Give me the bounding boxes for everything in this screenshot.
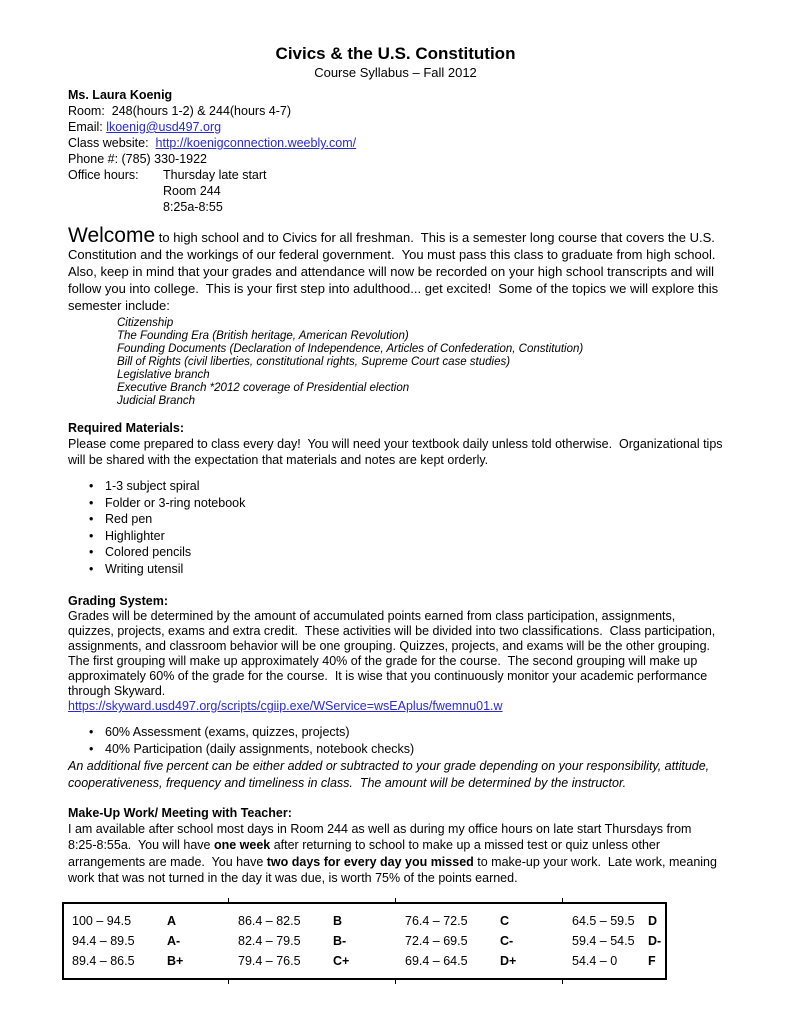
grade-scale-table <box>62 902 667 980</box>
grade-cell <box>230 911 397 931</box>
grade-range: 94.4 – 89.5 <box>72 934 135 949</box>
grade-range: 72.4 – 69.5 <box>405 934 468 949</box>
room-line: Room: 248(hours 1-2) & 244(hours 4-7) <box>68 104 292 118</box>
material-item: • Highlighter <box>68 528 723 545</box>
welcome-body: to high school and to Civics for all freshman. This is a semester long course that covers the U.S. Constitution and the workings of our federal government. You must pass this class to graduate from high school. Also, keep in mind that your grades and attendance will now be recorded on your high school transcripts and will follow you into college. This is your first step into adulthood... get excited! Some of the topics we will explore this semester include: <box>68 230 722 313</box>
material-item: • Colored pencils <box>68 544 723 561</box>
grade-cell <box>64 931 230 951</box>
page-subtitle: Course Syllabus – Fall 2012 <box>314 65 477 80</box>
grade-letter: A- <box>167 934 181 949</box>
grade-letter: D+ <box>500 954 517 969</box>
office-hours-line: 8:25a-8:55 <box>163 200 223 214</box>
grade-letter: C <box>500 914 510 929</box>
makeup-text: after returning to school to make up a missed test or quiz unless other arrangements are made. You have <box>68 838 664 869</box>
grade-cell <box>230 931 397 951</box>
grade-cell <box>564 911 665 931</box>
tick-mark <box>562 980 563 984</box>
materials-heading: Required Materials: <box>68 421 185 435</box>
topic-item: Legislative branch <box>117 369 210 381</box>
grade-range: 79.4 – 76.5 <box>238 954 301 969</box>
grade-letter: C- <box>500 934 514 949</box>
grade-cell <box>564 951 665 971</box>
topic-item: Citizenship <box>117 317 174 329</box>
grade-range: 64.5 – 59.5 <box>572 914 635 929</box>
grade-letter: F <box>648 954 656 969</box>
makeup-heading: Make-Up Work/ Meeting with Teacher: <box>68 806 292 820</box>
material-item: • 1-3 subject spiral <box>68 478 723 495</box>
grade-cell <box>397 931 564 951</box>
office-hours-label: Office hours: <box>68 168 139 182</box>
website-label: Class website: <box>68 136 156 150</box>
phone-line: Phone #: (785) 330-1922 <box>68 152 207 166</box>
grade-cell <box>230 951 397 971</box>
email-line <box>68 119 723 135</box>
topics-list <box>117 317 723 408</box>
material-item: • Folder or 3-ring notebook <box>68 495 723 512</box>
grading-heading: Grading System: <box>68 594 169 608</box>
makeup-paragraph <box>68 821 723 886</box>
grading-paragraph: Grades will be determined by the amount of accumulated points earned from class participation, assignments, quizzes, projects, exams and extra credit. These activities will be divided into two classifications. Class participation, assignments, and classroom behavior will be one grouping. Quizzes, projects, and exams will be the other grouping. The first grouping will make up approximately 40% of the grade for the course. The second grouping will make up approximately 60% of the grade for the course. It is wise that you continuously monitor your academic performance through Skyward. <box>68 609 719 698</box>
materials-list <box>68 478 723 577</box>
grade-range: 76.4 – 72.5 <box>405 914 468 929</box>
material-item: • Red pen <box>68 511 723 528</box>
material-item: • Writing utensil <box>68 561 723 578</box>
makeup-bold-two-days: two days for every day you missed <box>266 854 474 869</box>
tick-mark <box>395 898 396 902</box>
grading-note: An additional five percent can be either added or subtracted to your grade depending on your responsibility, attitude, cooperativeness, frequency and timeliness in class. The amount will be determined by the instructor. <box>68 759 713 790</box>
skyward-link[interactable]: https://skyward.usd497.org/scripts/cgiip.exe/WService=wsEAplus/fwemnu01.w <box>68 699 503 713</box>
makeup-bold-one-week: one week <box>213 838 271 853</box>
grade-cell <box>564 931 665 951</box>
tick-mark <box>562 898 563 902</box>
grade-letter: B- <box>333 934 347 949</box>
page-title: Civics & the U.S. Constitution <box>275 44 516 63</box>
topic-item: Bill of Rights (civil liberties, constitutional rights, Supreme Court case studies) <box>117 356 511 368</box>
grade-cell <box>64 951 230 971</box>
grade-split-item: • 40% Participation (daily assignments, notebook checks) <box>68 741 723 758</box>
grade-cell <box>397 911 564 931</box>
tick-mark <box>228 980 229 984</box>
topic-item: The Founding Era (British heritage, American Revolution) <box>117 330 409 342</box>
skyward-link-line <box>68 699 723 714</box>
grade-range: 100 – 94.5 <box>72 914 132 929</box>
grade-range: 59.4 – 54.5 <box>572 934 635 949</box>
grade-letter: D- <box>648 934 662 949</box>
grade-range: 54.4 – 0 <box>572 954 618 969</box>
grade-letter: C+ <box>333 954 350 969</box>
office-hours-block <box>68 167 723 215</box>
welcome-lead: Welcome <box>68 224 156 247</box>
email-link[interactable]: lkoenig@usd497.org <box>106 120 222 134</box>
grade-range: 89.4 – 86.5 <box>72 954 135 969</box>
grade-letter: D <box>648 914 658 929</box>
grade-cell <box>64 911 230 931</box>
contact-block <box>68 87 723 215</box>
grade-cell <box>397 951 564 971</box>
grade-letter: B+ <box>167 954 184 969</box>
office-hours-line: Room 244 <box>163 184 221 198</box>
welcome-paragraph <box>68 224 723 314</box>
grade-letter: A <box>167 914 177 929</box>
office-hours-line: Thursday late start <box>163 168 267 182</box>
grade-range: 69.4 – 64.5 <box>405 954 468 969</box>
materials-intro: Please come prepared to class every day! You will need your textbook daily unless told otherwise. Organizational tips will be shared with the expectation that materials and notes are kept orderly. <box>68 437 727 467</box>
email-label: Email: <box>68 120 107 134</box>
tick-mark <box>228 898 229 902</box>
website-line <box>68 135 723 151</box>
topic-item: Executive Branch *2012 coverage of Presidential election <box>117 382 410 394</box>
makeup-text: I am available after school most days in Room 244 as well as during my office hours on late start Thursdays from 8:25-8:55a. You will have <box>68 822 695 853</box>
grade-letter: B <box>333 914 343 929</box>
topic-item: Judicial Branch <box>117 395 195 407</box>
office-hours-value <box>163 167 267 215</box>
grade-split-list <box>68 724 723 758</box>
topic-item: Founding Documents (Declaration of Independence, Articles of Confederation, Constitution) <box>117 343 584 355</box>
grade-range: 82.4 – 79.5 <box>238 934 301 949</box>
makeup-text: to make-up your work. Late work, meaning work that was not turned in the day it was due, is worth 75% of the points earned. <box>68 854 721 885</box>
grade-split-item: • 60% Assessment (exams, quizzes, projects) <box>68 724 723 741</box>
instructor-name: Ms. Laura Koenig <box>68 88 173 102</box>
grade-range: 86.4 – 82.5 <box>238 914 301 929</box>
tick-mark <box>395 980 396 984</box>
website-link[interactable]: http://koenigconnection.weebly.com/ <box>155 136 357 150</box>
